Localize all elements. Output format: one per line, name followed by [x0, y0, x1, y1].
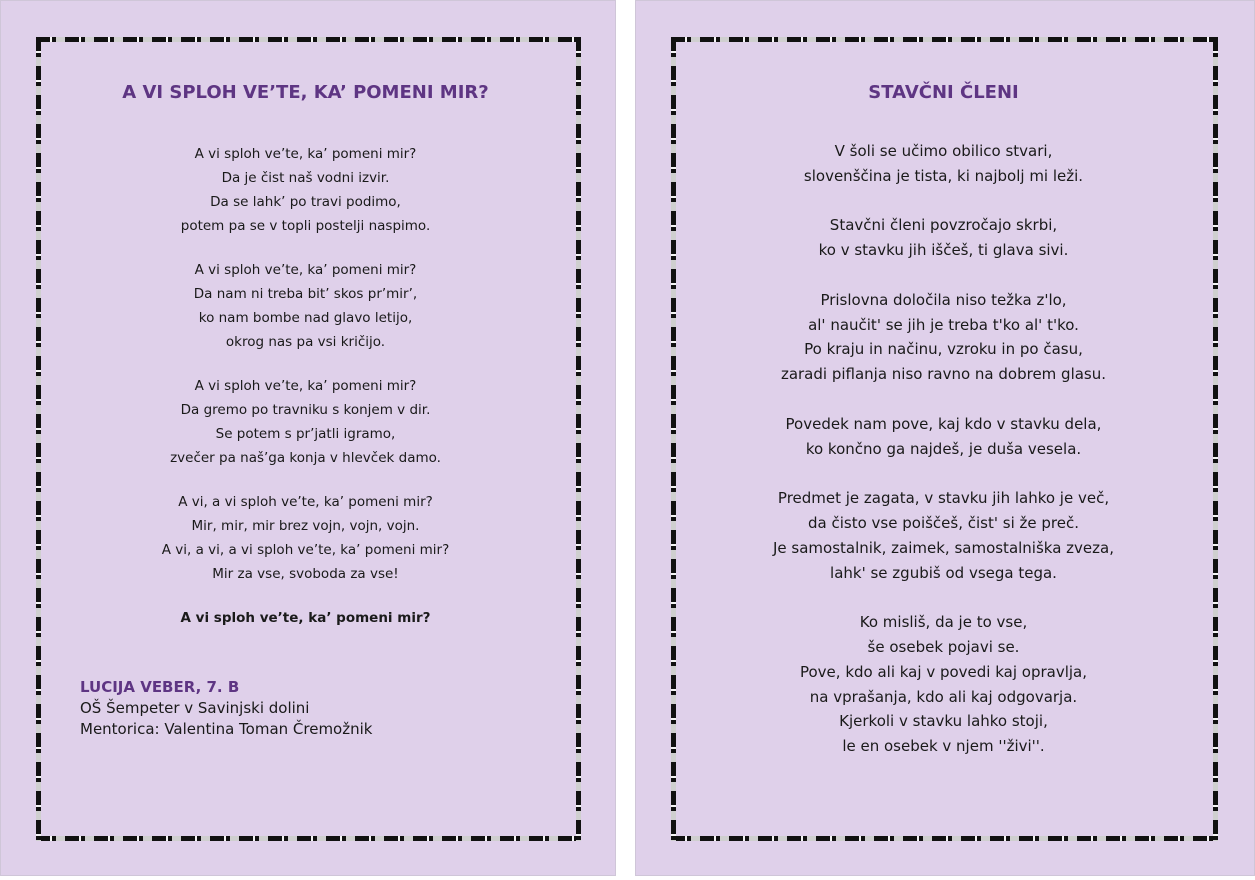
signature-block — [80, 677, 372, 740]
poem-stanza — [671, 486, 1216, 585]
frame-top-border — [671, 37, 1218, 42]
poem-line: Po kraju in načinu, vzroku in po času, — [804, 340, 1083, 359]
poem-line: na vprašanja, kdo ali kaj odgovarja. — [809, 687, 1078, 706]
poem-line: A vi, a vi sploh ve’te, ka’ pomeni mir? — [178, 494, 433, 510]
poem-line: okrog nas pa vsi kričijo. — [225, 334, 386, 350]
poem-stanza — [36, 490, 575, 586]
poem-line: A vi sploh ve’te, ka’ pomeni mir? — [194, 146, 417, 162]
poem-line: zvečer pa naš’ga konja v hlevček damo. — [170, 450, 441, 466]
poem-line: ko končno ga najdeš, je duša vesela. — [805, 439, 1082, 458]
poem-line: V šoli se učimo obilico stvari, — [834, 142, 1053, 160]
poem-stanza — [671, 412, 1216, 462]
poem-line: še osebek pojavi se. — [867, 637, 1020, 656]
poem-line: al' naučit' se jih je treba t'ko al' t'ko. — [808, 315, 1079, 334]
poem-line: Predmet je zagata, v stavku jih lahko je več, — [777, 489, 1110, 508]
poem-title: STAVČNI ČLENI — [868, 82, 1019, 103]
poem-line: A vi, a vi, a vi sploh ve’te, ka’ pomeni mir? — [161, 542, 450, 558]
poem-line: Mir za vse, svoboda za vse! — [212, 566, 399, 582]
frame-top-border — [36, 37, 581, 42]
left-page — [0, 0, 616, 876]
poem-line: Da nam ni treba bit’ skos pr’mir’, — [193, 286, 418, 302]
author-name: LUCIJA VEBER, 7. B — [80, 678, 240, 696]
frame-right-border — [576, 37, 581, 841]
poem-line: Kjerkoli v stavku lahko stoji, — [839, 712, 1048, 731]
poem-title: A VI SPLOH VE’TE, KA’ POMENI MIR? — [122, 82, 489, 103]
poem-line: Da se lahk’ po travi podimo, — [210, 194, 401, 210]
poem-line: le en osebek v njem ''živi''. — [842, 737, 1045, 756]
poem-line: lahk' se zgubiš od vsega tega. — [830, 563, 1057, 582]
poem-line: slovenščina je tista, ki najbolj mi leži. — [803, 166, 1084, 185]
poem-line: zaradi piflanja niso ravno na dobrem glasu. — [780, 365, 1107, 384]
poem-line: Prislovna določila niso težka z'lo, — [820, 290, 1067, 309]
poem-stanza — [36, 374, 575, 470]
page-gap — [616, 0, 635, 880]
poem-line: A vi sploh ve’te, ka’ pomeni mir? — [194, 262, 417, 278]
poem-stanza — [671, 213, 1216, 263]
poem-line: A vi sploh ve’te, ka’ pomeni mir? — [194, 378, 417, 394]
poem-line: Je samostalnik, zaimek, samostalniška zveza, — [772, 538, 1114, 557]
poem-stanza — [36, 258, 575, 354]
school-name: OŠ Šempeter v Savinjski dolini — [80, 699, 310, 717]
poem-line: potem pa se v topli postelji naspimo. — [180, 218, 431, 234]
poem-closing-line: A vi sploh ve’te, ka’ pomeni mir? — [180, 610, 431, 626]
poem-line: ko nam bombe nad glavo letijo, — [198, 310, 413, 326]
poem-body — [671, 139, 1216, 784]
poem-line: Stavčni členi povzročajo skrbi, — [829, 216, 1058, 235]
poem-body — [36, 142, 575, 630]
poem-line: ko v stavku jih iščeš, ti glava sivi. — [818, 241, 1069, 260]
frame-bottom-border — [671, 836, 1218, 841]
poem-line: Pove, kdo ali kaj v povedi kaj opravlja, — [799, 662, 1087, 681]
poem-stanza — [671, 610, 1216, 759]
right-page — [635, 0, 1255, 876]
poem-line: Ko misliš, da je to vse, — [859, 613, 1028, 632]
frame-bottom-border — [36, 836, 581, 841]
mentor-name: Mentorica: Valentina Toman Čremožnik — [80, 720, 373, 738]
poem-stanza — [671, 139, 1216, 189]
poem-line: Povedek nam pove, kaj kdo v stavku dela, — [785, 414, 1102, 433]
poem-line: Mir, mir, mir brez vojn, vojn, vojn. — [191, 518, 420, 534]
poem-line: Se potem s pr’jatli igramo, — [215, 426, 396, 442]
poem-stanza — [36, 142, 575, 238]
poem-line: Da gremo po travniku s konjem v dir. — [180, 402, 431, 418]
poem-stanza — [671, 288, 1216, 387]
poem-line: da čisto vse poiščeš, čist' si že preč. — [808, 513, 1079, 532]
poem-line: Da je čist naš vodni izvir. — [221, 170, 390, 186]
